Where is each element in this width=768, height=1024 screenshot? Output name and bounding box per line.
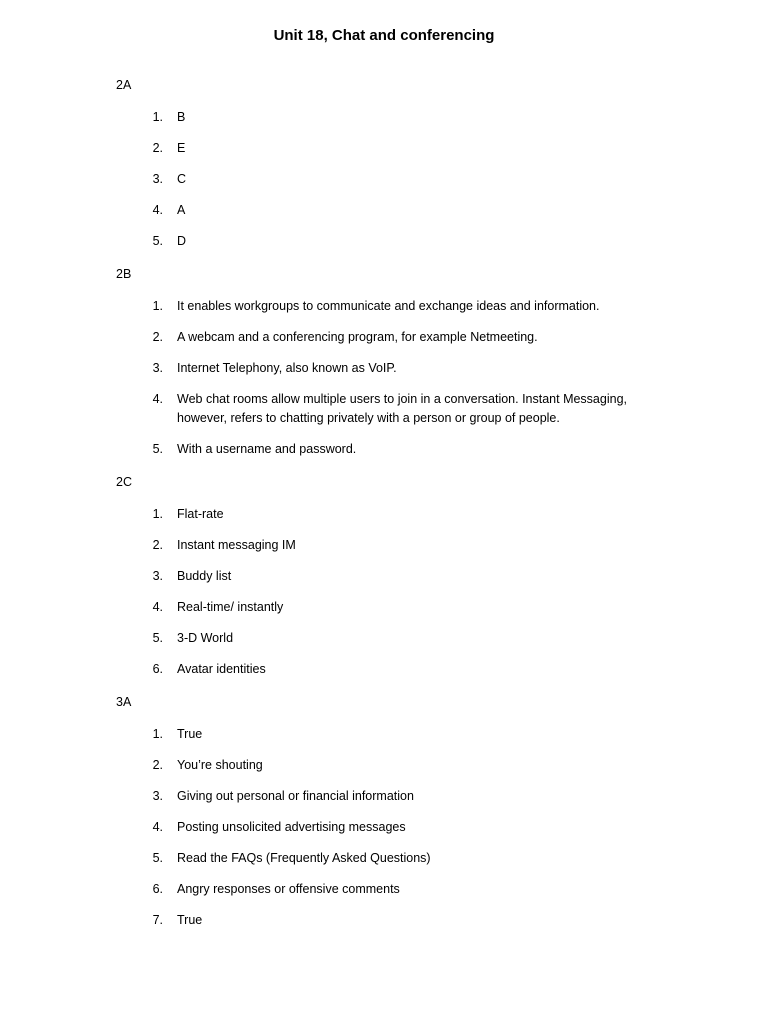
answer-list	[116, 505, 676, 679]
list-item	[116, 201, 676, 220]
item-text: Real-time/ instantly	[177, 600, 284, 614]
item-text: A	[177, 203, 186, 217]
section-label: 2C	[116, 475, 132, 489]
list-item	[116, 170, 676, 189]
item-text: Internet Telephony, also known as VoIP.	[177, 361, 397, 375]
item-number: 1.	[152, 299, 163, 313]
list-item	[116, 880, 676, 899]
item-number: 3.	[152, 569, 163, 583]
list-item	[116, 108, 676, 127]
list-item	[116, 660, 676, 679]
item-number: 4.	[152, 600, 163, 614]
list-item	[116, 756, 676, 775]
list-item	[116, 328, 676, 347]
list-item	[116, 232, 676, 251]
list-item	[116, 297, 676, 316]
item-number: 4.	[152, 203, 163, 217]
item-number: 1.	[152, 727, 163, 741]
item-text: True	[177, 727, 203, 741]
item-number: 2.	[152, 758, 163, 772]
item-number: 5.	[152, 234, 163, 248]
list-item	[116, 390, 676, 428]
item-number: 5.	[152, 442, 163, 456]
list-item	[116, 725, 676, 744]
item-text: Angry responses or offensive comments	[177, 882, 400, 896]
item-text: With a username and password.	[177, 442, 357, 456]
item-number: 2.	[152, 538, 163, 552]
item-number: 1.	[152, 507, 163, 521]
list-item	[116, 818, 676, 837]
section-label: 3A	[116, 695, 132, 709]
item-text: Web chat rooms allow multiple users to join in a conversation. Instant Messaging, however, refers to chatting privately with a person or group of people.	[177, 392, 627, 425]
item-text: Buddy list	[177, 569, 232, 583]
list-item	[116, 505, 676, 524]
list-item	[116, 911, 676, 930]
item-number: 3.	[152, 172, 163, 186]
section-2c	[116, 474, 676, 679]
answer-list	[116, 725, 676, 930]
item-number: 2.	[152, 330, 163, 344]
item-text: E	[177, 141, 186, 155]
list-item	[116, 536, 676, 555]
item-text: It enables workgroups to communicate and exchange ideas and information.	[177, 299, 600, 313]
item-text: Giving out personal or financial information	[177, 789, 414, 803]
item-text: You’re shouting	[177, 758, 263, 772]
section-label: 2A	[116, 78, 132, 92]
item-text: Read the FAQs (Frequently Asked Questions)	[177, 851, 431, 865]
list-item	[116, 598, 676, 617]
list-item	[116, 359, 676, 378]
list-item	[116, 787, 676, 806]
answer-list	[116, 297, 676, 459]
item-number: 1.	[152, 110, 163, 124]
list-item	[116, 849, 676, 868]
item-text: True	[177, 913, 203, 927]
section-label: 2B	[116, 267, 132, 281]
item-number: 5.	[152, 631, 163, 645]
section-2b	[116, 266, 676, 459]
list-item	[116, 567, 676, 586]
list-item	[116, 440, 676, 459]
item-number: 3.	[152, 361, 163, 375]
item-number: 5.	[152, 851, 163, 865]
item-number: 7.	[152, 913, 163, 927]
item-text: Avatar identities	[177, 662, 266, 676]
item-text: 3-D World	[177, 631, 234, 645]
document-title: Unit 18, Chat and conferencing	[273, 27, 495, 44]
list-item	[116, 629, 676, 648]
answer-list	[116, 108, 676, 251]
item-text: A webcam and a conferencing program, for example Netmeeting.	[177, 330, 538, 344]
item-text: Instant messaging IM	[177, 538, 296, 552]
item-number: 2.	[152, 141, 163, 155]
item-number: 6.	[152, 882, 163, 896]
list-item	[116, 139, 676, 158]
item-number: 4.	[152, 820, 163, 834]
item-text: B	[177, 110, 186, 124]
item-text: C	[177, 172, 187, 186]
item-text: Posting unsolicited advertising messages	[177, 820, 406, 834]
item-text: Flat-rate	[177, 507, 224, 521]
section-2a	[116, 77, 676, 251]
item-number: 6.	[152, 662, 163, 676]
item-number: 4.	[152, 392, 163, 406]
item-number: 3.	[152, 789, 163, 803]
item-text: D	[177, 234, 187, 248]
section-3a	[116, 694, 676, 930]
answer-content	[116, 77, 676, 945]
